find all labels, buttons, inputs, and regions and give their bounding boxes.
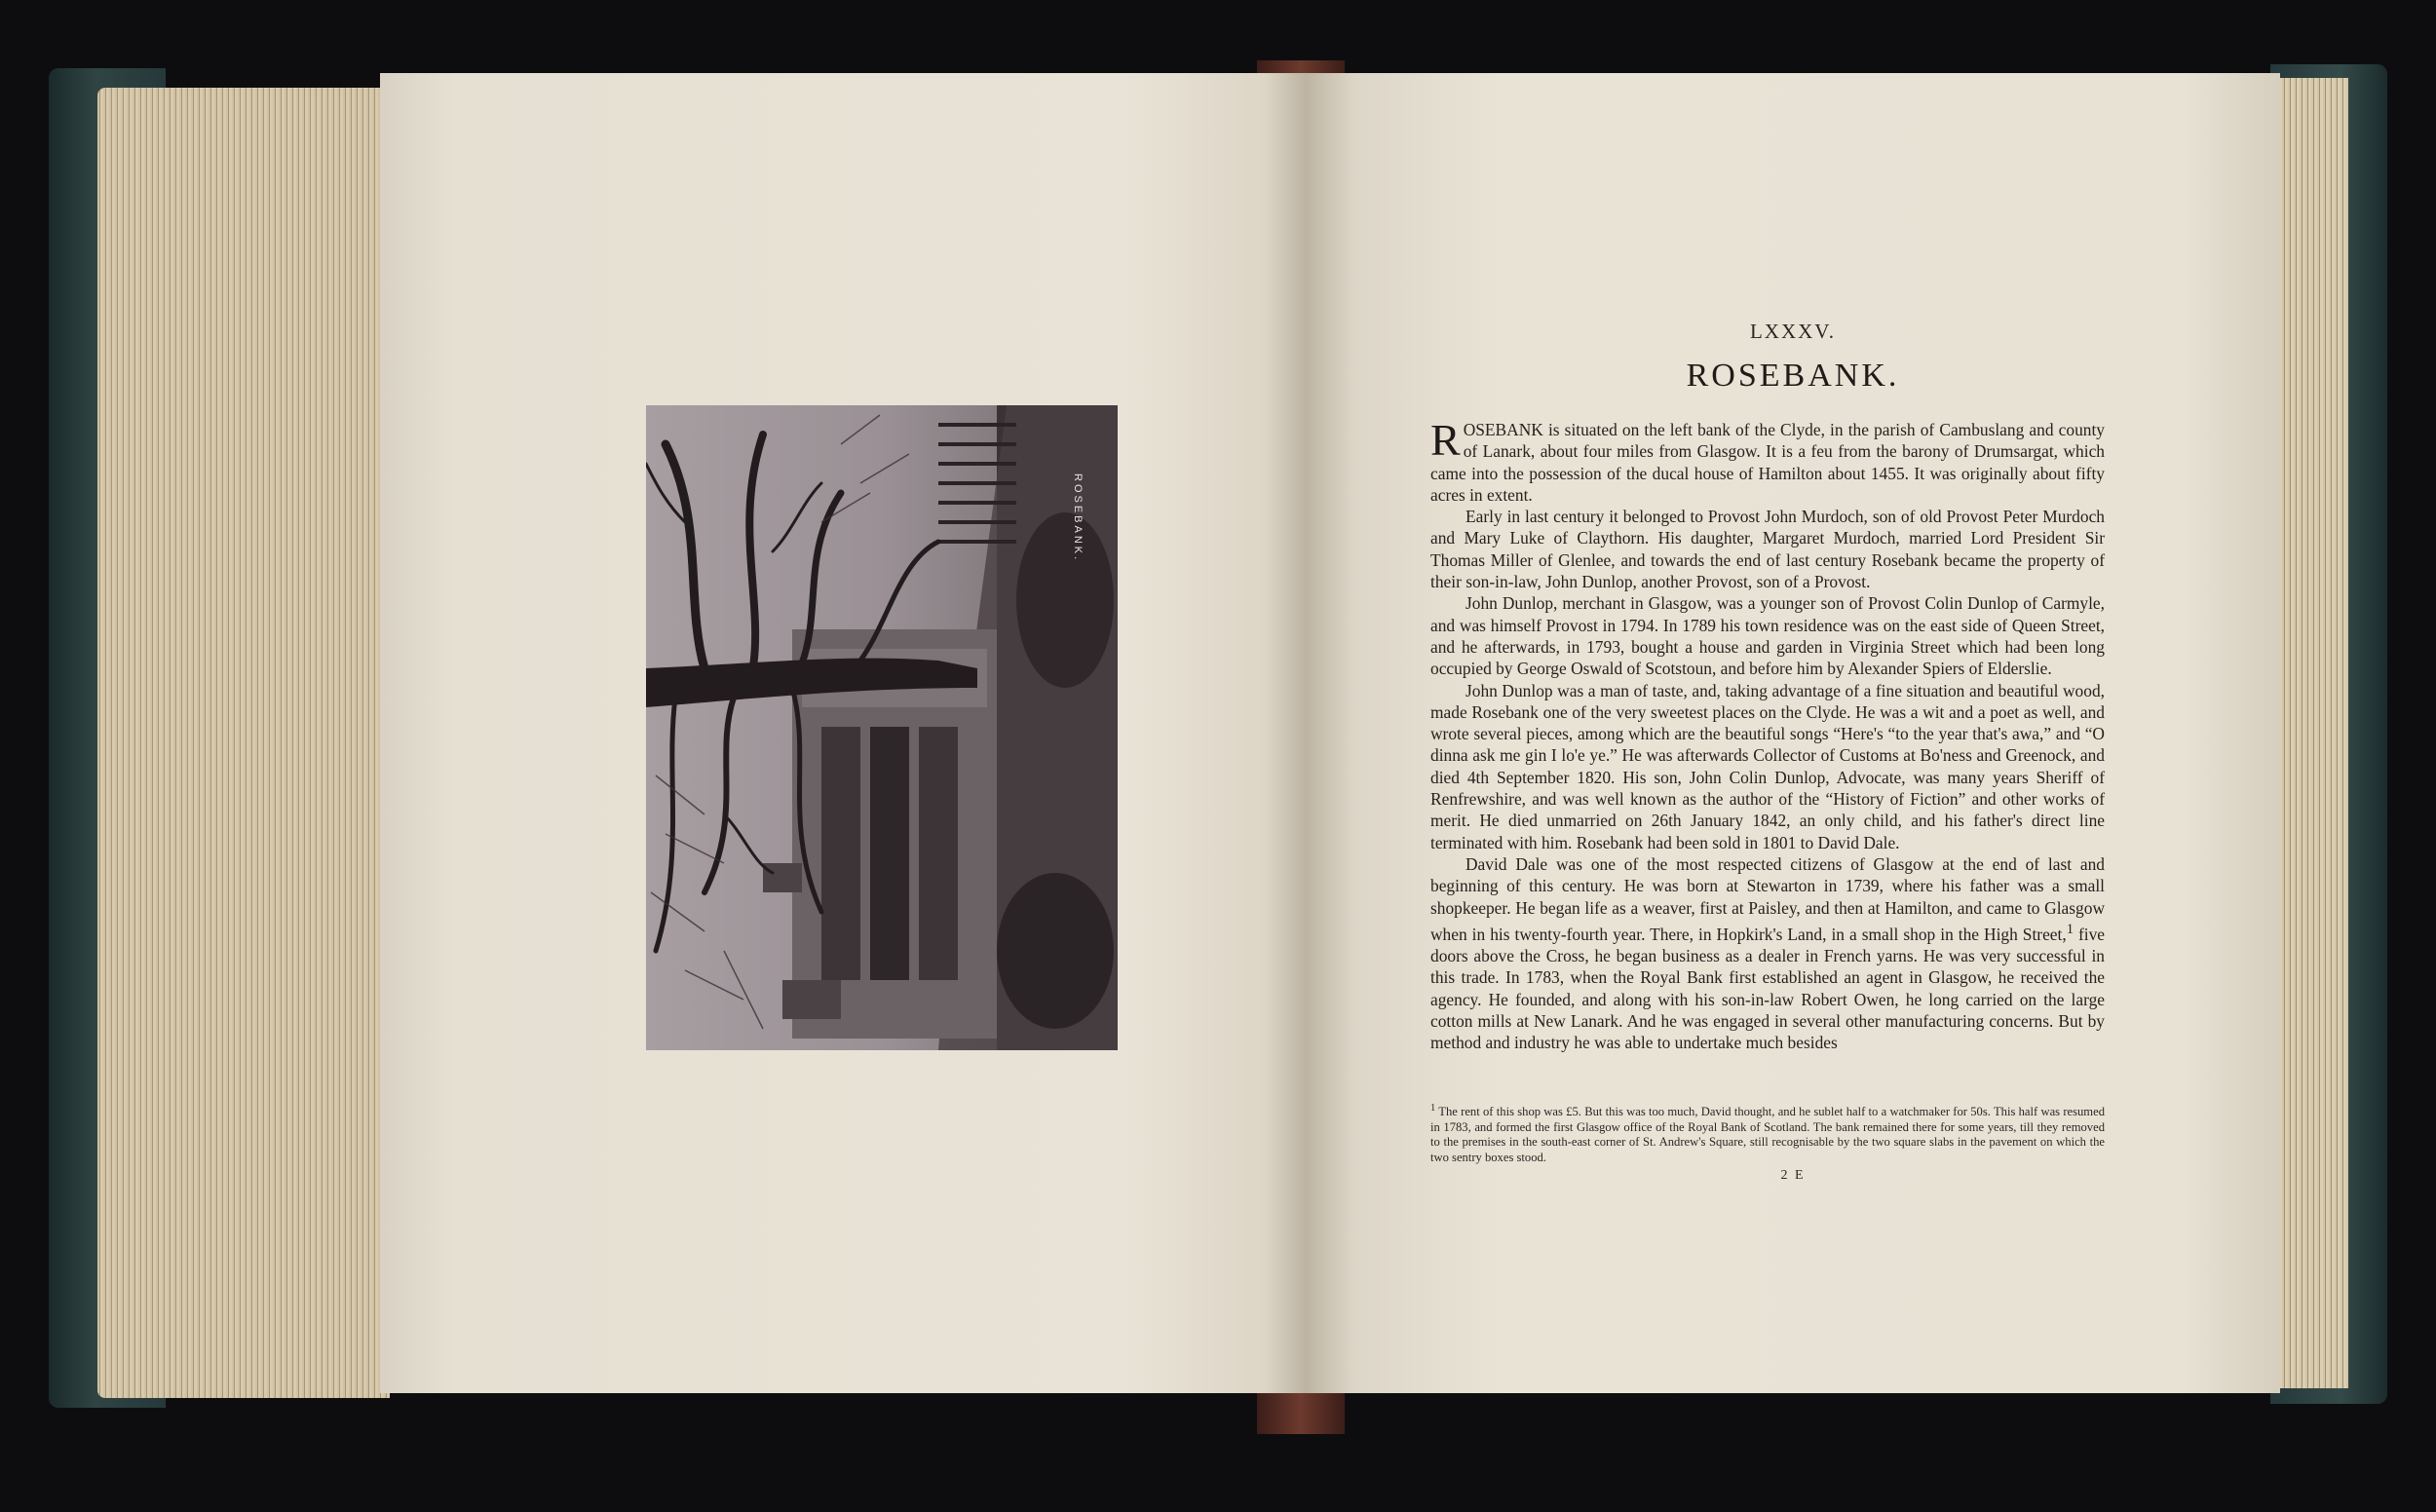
paragraph-1 (1430, 415, 2105, 506)
paragraph-5 (1430, 853, 2105, 1053)
footnote-reference: 1 (2066, 921, 2074, 937)
drop-cap: R (1430, 415, 1461, 465)
photo-caption: ROSEBANK. (1072, 473, 1084, 563)
page-edges-left (97, 88, 390, 1398)
paragraph-5-text-a: David Dale was one of the most respected citizens of Glasgow at the end of last and beginning of this century. He was born at Stewarton in 1739, where his father was a small shopkeeper. He began life as a weaver, first at Paisley, and then at Hamilton, and came to Glasgow when in his twenty-fourth year. There, in Hopkirk's Land, in a small shop in the High Street, (1430, 853, 2105, 944)
paragraph-2: Early in last century it belonged to Provost John Murdoch, son of old Provost Peter Murdoch and Mary Luke of Claythorn. His daughter, Margaret Murdoch, married Lord President Sir Thomas Miller of Glenlee, and towards the end of last century Rosebank became the property of their son-in-law, John Dunlop, another Provost, son of a Provost. (1430, 507, 2105, 592)
footnote-mark: 1 (1430, 1103, 1436, 1114)
page-edges-right (2270, 78, 2348, 1388)
chapter-number: LXXXV. (1749, 320, 1837, 343)
chapter-title: ROSEBANK. (1686, 358, 1900, 394)
paragraph-1-text: OSEBANK is situated on the left bank of the Clyde, in the parish of Cambuslang and county of Lanark, about four miles from Glasgow. It is a feu from the barony of Drumsargat, which came into the possession of the ducal house of Hamilton about 1455. It was originally about fifty acres in extent. (1430, 420, 2105, 505)
rosebank-photograph (646, 405, 1118, 1050)
footnote-text: The rent of this shop was £5. But this was too much, David thought, and he sublet half to a watchmaker for 50s. This half was resumed in 1783, and formed the first Glasgow office of the Royal Bank of Scotland. The bank remained there for some years, till they removed to the premises in the south-east corner of St. Andrew's Square, still recognisable by the two square slabs in the pavement on which the two sentry boxes stood. (1430, 1105, 2105, 1164)
paragraph-5-text-b: five doors above the Cross, he began business as a dealer in French yarns. He was very successful in this trade. In 1783, when the Royal Bank first established an agent in Glasgow, he received the agency. He founded, and along with his son-in-law Robert Owen, he long carried on the large cotton mills at New Lanark. And he was engaged in several other manufacturing concerns. But by method and industry he was able to undertake much besides (1430, 924, 2106, 1053)
paragraph-4: John Dunlop was a man of taste, and, taking advantage of a fine situation and beautiful wood, made Rosebank one of the very sweetest places on the Clyde. He was a wit and a poet as well, and wrote several pieces, among which are the beautiful songs “Here's “to the year that's awa,” and “O dinna ask me gin I lo'e ye.” He was afterwards Collector of Customs at Bo'ness and Greenock, and died 4th September 1820. His son, John Colin Dunlop, Advocate, was many years Sheriff of Renfrewshire, and was well known as the author of the “History of Fiction” and other works of merit. He died unmarried on 26th January 1842, an only child, and his father's direct line terminated with him. Rosebank had been sold in 1801 to David Dale. (1430, 680, 2105, 852)
paragraph-3: John Dunlop, merchant in Glasgow, was a younger son of Provost Colin Dunlop of Carmyle, and was himself Provost in 1794. In 1789 his town residence was on the east side of Queen Street, and he afterwards, in 1793, bought a house and garden in Virginia Street which had been long occupied by George Oswald of Scotstoun, and before him by Alexander Spiers of Elderslie. (1430, 593, 2105, 679)
body-text (1430, 415, 2106, 1053)
photograph-illustration (646, 405, 1118, 1050)
signature-mark: 2 E (1780, 1168, 1806, 1183)
footnote (1430, 1101, 2105, 1166)
